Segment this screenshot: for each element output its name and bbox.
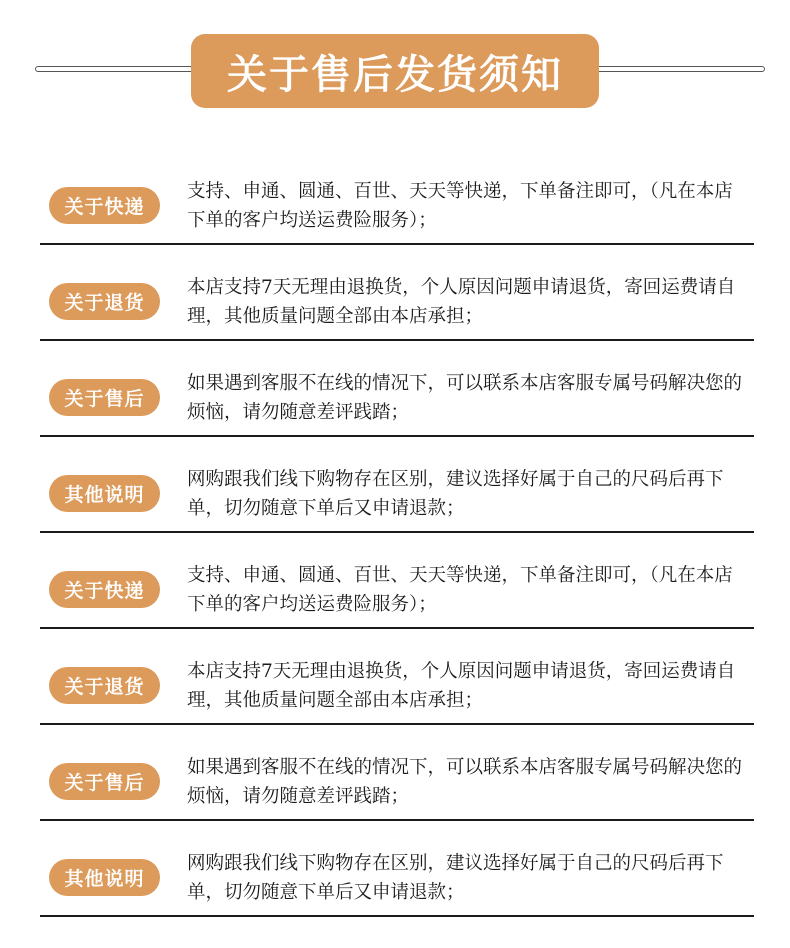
notice-row [0,627,790,723]
notice-tag: 关于快递 [49,187,160,224]
notice-row [0,531,790,627]
notice-row [0,339,790,435]
notice-text: 如果遇到客服不在线的情况下，可以联系本店客服专属号码解决您的烦恼，请勿随意差评践踏； [187,373,743,423]
notice-tag: 关于退货 [49,283,160,320]
notice-text: 网购跟我们线下购物存在区别，建议选择好属于自己的尺码后再下单，切勿随意下单后又申请退款； [187,853,724,903]
notice-list [0,147,790,915]
notice-row [0,243,790,339]
notice-tag: 关于快递 [49,571,160,608]
notice-text: 本店支持7天无理由退换货，个人原因问题申请退货，寄回运费请自理，其他质量问题全部由本店承担； [187,277,736,327]
notice-row [0,723,790,819]
notice-row [0,435,790,531]
notice-tag: 其他说明 [49,475,160,512]
header-decor-line-right [585,66,765,72]
notice-text: 支持、申通、圆通、百世、天天等快递，下单备注即可，（凡在本店下单的客户均送运费险服务）； [187,565,733,615]
notice-row [0,819,790,915]
notice-text: 本店支持7天无理由退换货，个人原因问题申请退货，寄回运费请自理，其他质量问题全部由本店承担； [187,661,736,711]
page-title: 关于售后发货须知 [227,50,563,98]
notice-text: 如果遇到客服不在线的情况下，可以联系本店客服专属号码解决您的烦恼，请勿随意差评践踏； [187,757,743,807]
header-banner [0,0,790,130]
notice-tag: 关于退货 [49,667,160,704]
header-decor-line-left [35,66,205,72]
notice-tag: 关于售后 [49,379,160,416]
header-title-box [191,34,599,108]
notice-tag: 其他说明 [49,859,160,896]
notice-tag: 关于售后 [49,763,160,800]
notice-text: 支持、申通、圆通、百世、天天等快递，下单备注即可，（凡在本店下单的客户均送运费险服务）； [187,181,733,231]
notice-text: 网购跟我们线下购物存在区别，建议选择好属于自己的尺码后再下单，切勿随意下单后又申请退款； [187,469,724,519]
row-divider [40,915,754,917]
notice-row [0,147,790,243]
